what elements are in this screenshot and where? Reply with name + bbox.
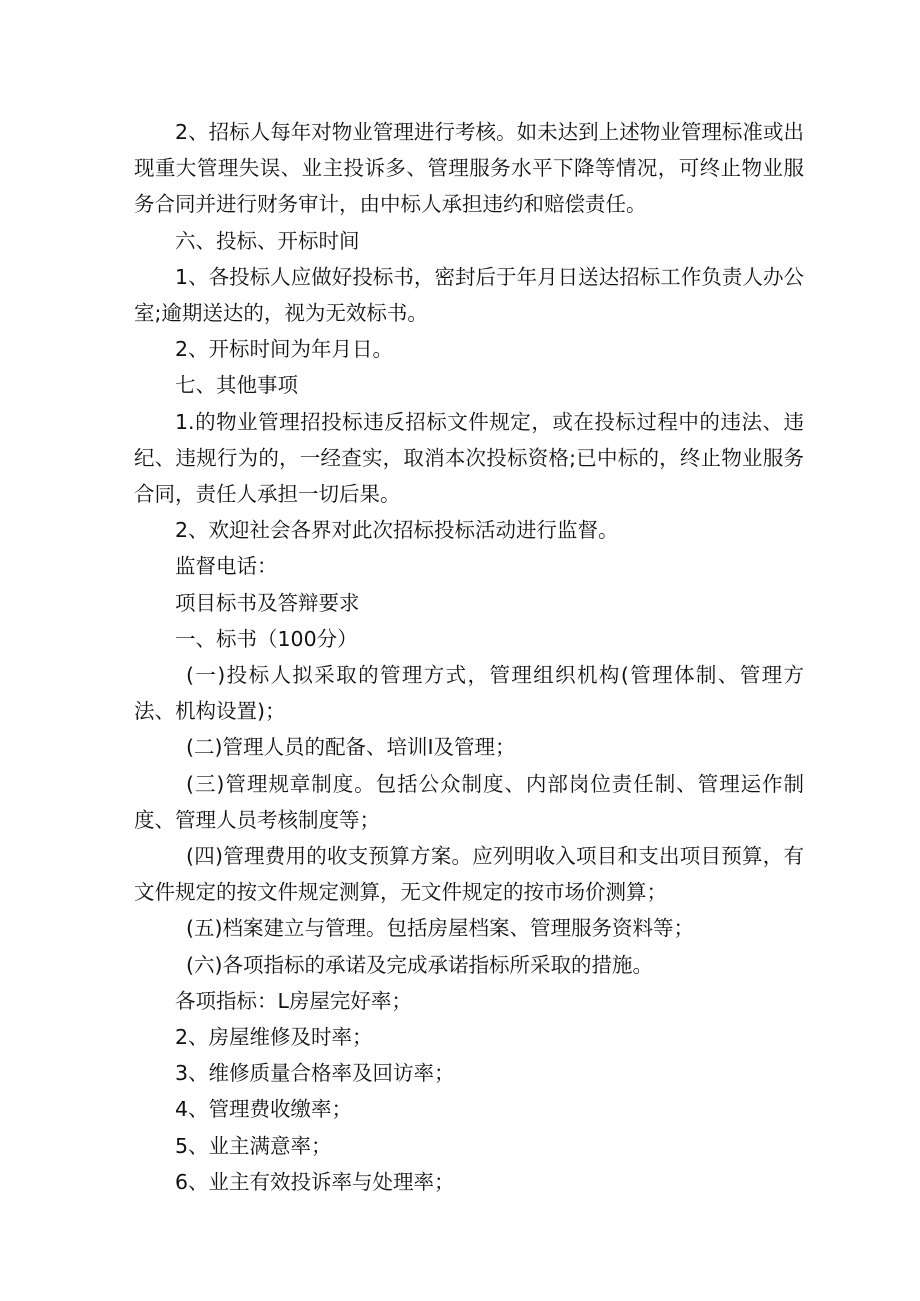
- list-item: (六)各项指标的承诺及完成承诺指标所采取的措施。: [186, 952, 653, 977]
- list-item: (一)投标人拟采取的管理方式，管理组织机构(管理体制、管理方法、机构设置)；: [134, 663, 804, 724]
- list-item: 5、业主满意率；: [175, 1133, 332, 1158]
- list-item: 6、业主有效投诉率与处理率；: [175, 1169, 455, 1194]
- list-item: (四)管理费用的收支预算方案。应列明收入项目和支出项目预算，有文件规定的按文件规定测算，无文件规定的按市场价测算；: [134, 844, 804, 905]
- paragraph: 1.的物业管理招投标违反招标文件规定，或在投标过程中的违法、违纪、违规行为的，一经查实，取消本次投标资格;已中标的，终止物业服务合同，责任人承担一切后果。: [134, 409, 804, 507]
- paragraph: 2、欢迎社会各界对此次招标投标活动进行监督。: [175, 518, 619, 543]
- list-item: (五)档案建立与管理。包括房屋档案、管理服务资料等；: [186, 916, 694, 941]
- document-body: [134, 114, 804, 1200]
- list-item: (三)管理规章制度。包括公众制度、内部岗位责任制、管理运作制度、管理人员考核制度等；: [134, 771, 804, 832]
- list-item: 4、管理费收缴率；: [175, 1097, 353, 1122]
- list-item: 2、房屋维修及时率；: [175, 1025, 373, 1050]
- list-item: 3、维修质量合格率及回访率；: [175, 1061, 455, 1086]
- paragraph: 监督电话：: [175, 554, 278, 579]
- paragraph: 2、开标时间为年月日。: [175, 337, 394, 362]
- paragraph: 1、各投标人应做好投标书，密封后于年月日送达招标工作负责人办公室;逾期送达的，视为无效标书。: [134, 264, 804, 326]
- section-heading: 项目标书及答辩要求: [175, 590, 360, 615]
- section-heading: 六、投标、开标时间: [175, 228, 360, 253]
- list-item: 各项指标：L房屋完好率；: [175, 988, 412, 1013]
- section-heading: 一、标书（100分）: [175, 626, 358, 651]
- list-item: (二)管理人员的配备、培训I及管理；: [186, 735, 516, 760]
- section-heading: 七、其他事项: [175, 373, 298, 398]
- paragraph: 2、招标人每年对物业管理进行考核。如未达到上述物业管理标准或出现重大管理失误、业主投诉多、管理服务水平下降等情况，可终止物业服务合同并进行财务审计，由中标人承担违约和赔偿责任。: [134, 120, 804, 217]
